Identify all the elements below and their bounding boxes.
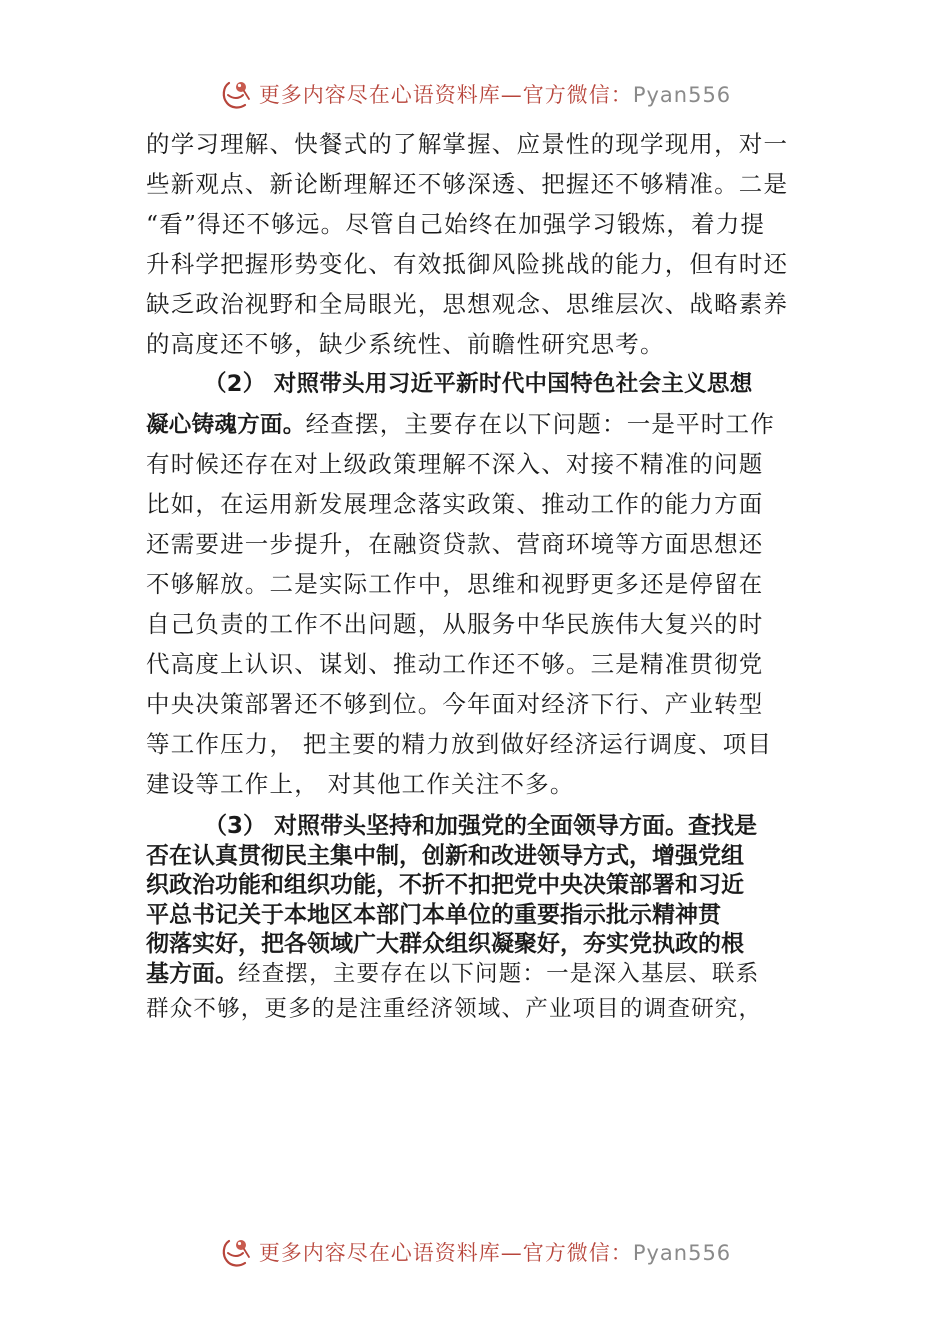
text-line: 还需要进一步提升，在融资贷款、营商环境等方面思想还 — [146, 530, 764, 558]
watermark-text: 更多内容尽在心语资料库—官方微信：Pyan556 — [258, 1241, 732, 1265]
text-line: 缺乏政治视野和全局眼光，思想观念、思维层次、战略素养 — [146, 290, 789, 318]
text-line: 中央决策部署还不够到位。今年面对经济下行、产业转型 — [146, 690, 764, 718]
bold-text-line: 彻落实好，把各领域广大群众组织凝聚好，夯实党执政的根 — [146, 931, 744, 957]
text-line: 自己负责的工作不出问题，从服务中华民族伟大复兴的时 — [146, 610, 764, 638]
text-line: 基方面。经查摆，主要存在以下问题：一是深入基层、联系 — [146, 960, 760, 987]
text-line: 建设等工作上， 对其他工作关注不多。 — [146, 770, 575, 798]
section-3-heading: （3） 对照带头坚持和加强党的全面领导方面。查找是 — [204, 813, 758, 839]
text-line: “看”得还不够远。尽管自己始终在加强学习锻炼，着力提 — [146, 210, 766, 238]
text-line: 升科学把握形势变化、有效抵御风险挑战的能力，但有时还 — [146, 250, 789, 278]
bold-text-line: 否在认真贯彻民主集中制，创新和改进领导方式，增强党组 — [146, 842, 744, 869]
section-3 — [146, 812, 816, 1029]
section-2 — [146, 364, 816, 804]
text-line: 的高度还不够，缺少系统性、前瞻性研究思考。 — [146, 330, 665, 358]
text-line: 比如，在运用新发展理念落实政策、推动工作的能力方面 — [146, 490, 764, 518]
text-line: 有时候还存在对上级政策理解不深入、对接不精准的问题 — [146, 450, 764, 478]
brand-logo-icon — [219, 77, 253, 111]
bold-text-line: 织政治功能和组织功能，不折不扣把党中央决策部署和习近 — [146, 872, 744, 898]
watermark-header — [0, 74, 950, 114]
watermark-text: 更多内容尽在心语资料库—官方微信：Pyan556 — [258, 83, 732, 107]
brand-logo-icon — [219, 1235, 253, 1269]
watermark-footer — [0, 1232, 950, 1272]
section-2-heading-tail: 凝心铸魂方面。 — [146, 412, 306, 438]
bold-text-line: 平总书记关于本地区本部门本单位的重要指示批示精神贯 — [146, 901, 721, 928]
text-line: 等工作压力， 把主要的精力放到做好经济运行调度、项目 — [146, 730, 773, 758]
text-line: 代高度上认识、谋划、推动工作还不够。三是精准贯彻党 — [146, 650, 764, 678]
text-line: 凝心铸魂方面。经查摆，主要存在以下问题：一是平时工作 — [146, 410, 775, 438]
section-3-heading-tail: 基方面。 — [146, 960, 238, 987]
text-line: 的学习理解、快餐式的了解掌握、应景性的现学现用，对一 — [146, 130, 789, 158]
paragraph-1 — [146, 124, 816, 364]
document-body — [146, 124, 816, 1029]
section-2-heading: （2） 对照带头用习近平新时代中国特色社会主义思想 — [204, 371, 753, 397]
text-line: 些新观点、新论断理解还不够深透、把握还不够精准。二是 — [146, 170, 789, 198]
text-line: 不够解放。二是实际工作中，思维和视野更多还是停留在 — [146, 570, 764, 598]
text-line: 群众不够，更多的是注重经济领域、产业项目的调查研究， — [146, 996, 763, 1022]
